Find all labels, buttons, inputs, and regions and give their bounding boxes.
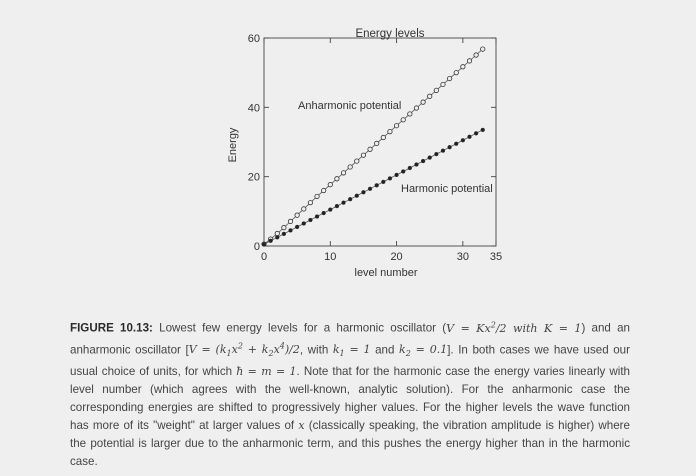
harmonic-data-point [328, 208, 332, 212]
anharmonic-data-point [467, 59, 471, 63]
harmonic-data-point [348, 197, 352, 201]
x-axis-label: level number [354, 267, 418, 279]
harmonic-data-point [262, 242, 266, 246]
harmonic-data-point [355, 194, 359, 198]
harmonic-data-point [309, 218, 313, 222]
anharmonic-data-point [328, 182, 332, 186]
anharmonic-data-point [282, 225, 286, 229]
y-tick-label: 20 [247, 171, 260, 184]
harmonic-data-point [315, 215, 319, 219]
harmonic-data-point [388, 177, 392, 181]
harmonic-data-point [441, 149, 445, 153]
harmonic-data-point [381, 180, 385, 184]
harmonic-data-point [269, 239, 273, 243]
anharmonic-data-point [368, 147, 372, 151]
anharmonic-data-point [308, 200, 312, 204]
series-label-anharmonic: Anharmonic potential [298, 100, 402, 112]
anharmonic-data-point [414, 106, 418, 110]
anharmonic-data-point [434, 88, 438, 92]
harmonic-data-point [474, 131, 478, 135]
anharmonic-data-point [421, 100, 425, 104]
harmonic-data-point [468, 135, 472, 139]
harmonic-data-point [421, 159, 425, 163]
anharmonic-data-point [321, 188, 325, 192]
anharmonic-data-point [428, 94, 432, 98]
anharmonic-data-point [288, 219, 292, 223]
series-label-harmonic: Harmonic potential [401, 183, 493, 195]
anharmonic-data-point [394, 124, 398, 128]
y-tick-label: 0 [253, 241, 260, 253]
harmonic-data-point [282, 232, 286, 236]
anharmonic-data-point [408, 112, 412, 116]
harmonic-data-point [375, 183, 379, 187]
harmonic-data-point [408, 166, 412, 170]
harmonic-data-point [395, 173, 399, 177]
harmonic-data-point [322, 211, 326, 215]
harmonic-data-point [295, 225, 299, 229]
anharmonic-data-point [295, 213, 299, 217]
anharmonic-data-point [388, 129, 392, 133]
x-tick-label: 35 [489, 251, 503, 263]
harmonic-data-point [362, 190, 366, 194]
harmonic-data-point [448, 145, 452, 149]
harmonic-data-point [481, 128, 485, 132]
anharmonic-data-point [355, 159, 359, 163]
anharmonic-data-point [474, 53, 478, 57]
harmonic-data-point [428, 156, 432, 160]
harmonic-data-point [335, 204, 339, 208]
anharmonic-data-point [454, 70, 458, 74]
anharmonic-data-point [275, 231, 279, 235]
harmonic-data-point [302, 222, 306, 226]
x-tick-label: 20 [390, 251, 403, 263]
harmonic-data-point [454, 142, 458, 146]
anharmonic-data-point [381, 135, 385, 139]
y-tick-label: 60 [247, 33, 260, 45]
anharmonic-data-point [461, 65, 465, 69]
harmonic-data-point [415, 163, 419, 167]
y-axis-label: Energy [227, 127, 239, 163]
x-tick-label: 0 [260, 251, 268, 263]
harmonic-data-point [401, 170, 405, 174]
figure-label: FIGURE 10.13: [70, 321, 153, 335]
anharmonic-data-point [374, 141, 378, 145]
harmonic-data-point [434, 152, 438, 156]
x-tick-label: 10 [324, 251, 337, 263]
anharmonic-data-point [348, 165, 352, 169]
anharmonic-data-point [302, 207, 306, 211]
harmonic-data-point [461, 138, 465, 142]
anharmonic-data-point [341, 171, 345, 175]
anharmonic-data-point [315, 194, 319, 198]
anharmonic-data-point [361, 153, 365, 157]
anharmonic-data-point [441, 82, 445, 86]
figure-caption: FIGURE 10.13: Lowest few energy levels for a harmonic oscillator ($V = Kx^2/2$ with K = 1) and an anharmonic oscillator [$V = (k_1x^2 + k_2x^4)/2$, with $k_1 = 1$ and $k_2 = 0.1$]. In both cases we have used our usual choice of units, for which ħ = m = 1. Note that for the harmonic case the energy varies linearly with level number (which agrees with the well-known, analytic solution). For the anharmonic case the corresponding energies are shifted to progressively higher values. For the higher levels the wave function has more of its "weight" at larger values of x (classically speaking, the vibration amplitude is higher) where the potential is larger due to the anharmonic term, and this pushes the energy higher than in the harmonic case. [70, 320, 630, 468]
anharmonic-data-point [447, 76, 451, 80]
x-tick-label: 30 [456, 251, 469, 263]
y-tick-label: 40 [247, 102, 260, 115]
harmonic-data-point [368, 187, 372, 191]
harmonic-data-point [275, 235, 279, 239]
anharmonic-data-point [335, 177, 339, 181]
harmonic-data-point [342, 201, 346, 205]
harmonic-data-point [289, 229, 293, 233]
chart-title: Energy levels [355, 28, 425, 40]
anharmonic-data-point [401, 118, 405, 122]
anharmonic-data-point [481, 47, 485, 51]
